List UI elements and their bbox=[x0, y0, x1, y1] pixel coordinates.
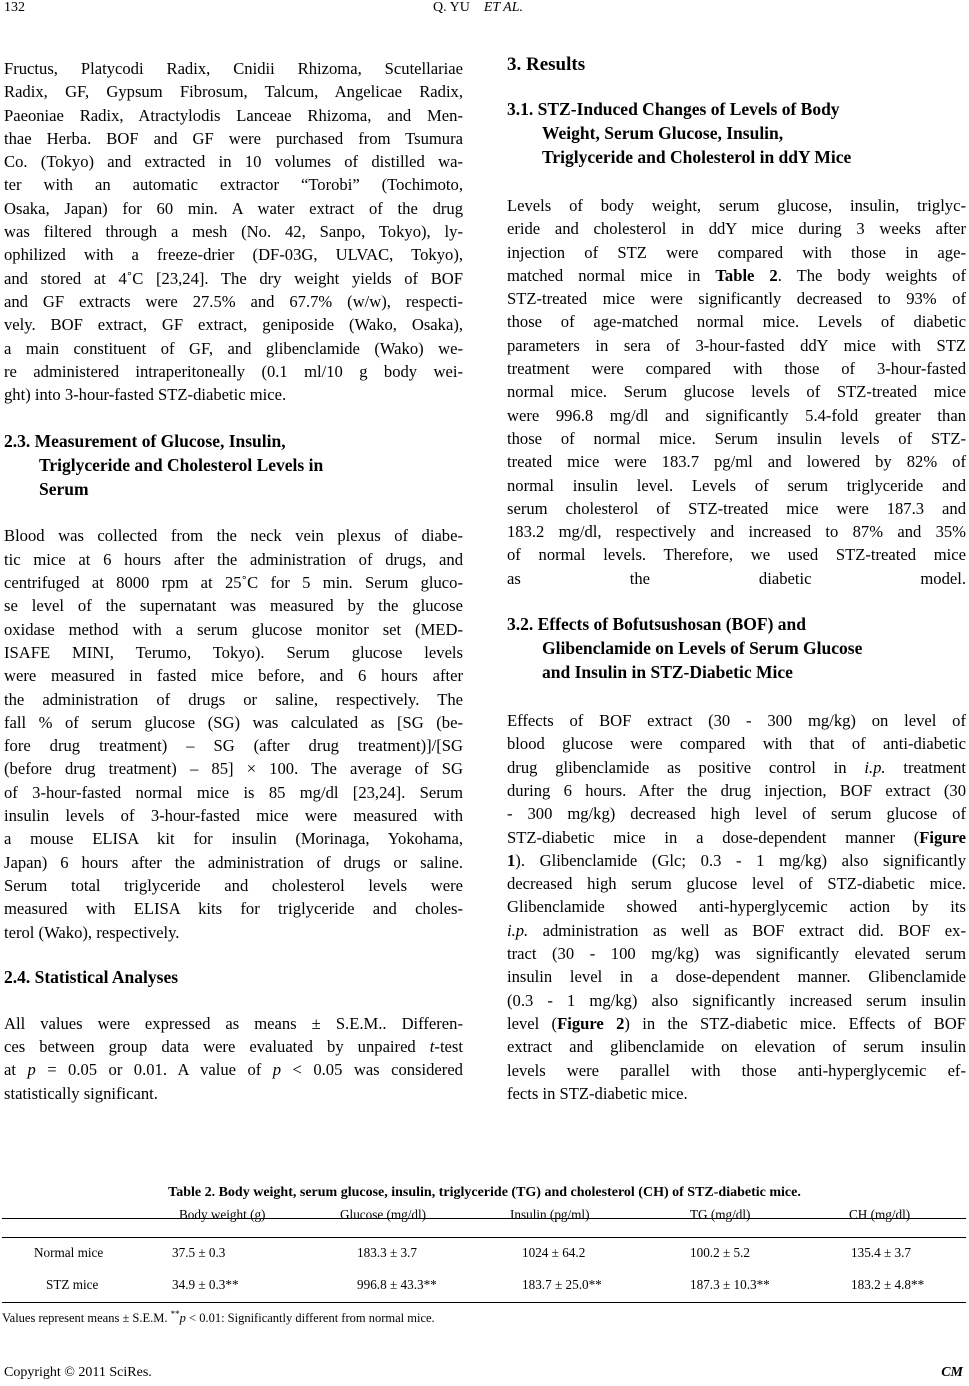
text-line: 1). Glibenclamide (Glc; 0.3 - 1 mg/kg) also significantly bbox=[507, 850, 966, 870]
text-line: treated mice were 183.7 pg/ml and lowered by 82% of bbox=[507, 452, 966, 472]
text-line: se level of the supernatant was measured by the glucose bbox=[4, 596, 463, 616]
text-line: blood glucose were compared with that of anti-diabetic bbox=[507, 734, 966, 754]
table-header-cell: Body weight (g) bbox=[179, 1207, 266, 1222]
table-cell: 187.3 ± 10.3** bbox=[690, 1277, 770, 1292]
text-line: measured with ELISA kits for triglyceride and choles- bbox=[4, 899, 463, 919]
text-line: ISAFE MINI, Terumo, Tokyo). Serum glucose levels bbox=[4, 642, 463, 662]
text-line: treatment were compared with those of 3-hour-fasted bbox=[507, 359, 966, 379]
text-line: STZ-diabetic mice in a dose-dependent manner (Figure bbox=[507, 827, 966, 847]
table-2-footnote: Values represent means ± S.E.M. **p < 0.01: Significantly different from normal mice. bbox=[2, 1309, 435, 1326]
running-title-etal: ET AL. bbox=[483, 0, 523, 15]
text-line: Japan) 6 hours after the administration of drugs or saline. bbox=[4, 852, 463, 872]
text-line: centrifuged at 8000 rpm at 25˚C for 5 min. Serum gluco- bbox=[4, 573, 463, 593]
text-line: statistically significant. bbox=[4, 1083, 158, 1103]
text-line: i.p. administration as well as BOF extract did. BOF ex- bbox=[507, 920, 966, 940]
text-line: Serum total triglyceride and cholesterol levels were bbox=[4, 875, 463, 895]
text-line: those of normal mice. Serum insulin levels of STZ- bbox=[507, 428, 966, 448]
table-cell: 34.9 ± 0.3** bbox=[172, 1277, 239, 1292]
table-header-row bbox=[2, 1203, 966, 1227]
table-cell: 135.4 ± 3.7 bbox=[851, 1245, 911, 1260]
text-line: Osaka, Japan) for 60 min. A water extract of the drug bbox=[4, 198, 463, 218]
running-title-authors: Q. YU bbox=[433, 0, 470, 15]
text-line: fall % of serum glucose (SG) was calculated as [SG (be- bbox=[4, 712, 463, 732]
text-line: injection of STZ were compared with those in age- bbox=[507, 242, 966, 262]
methods-paragraph-extracts bbox=[4, 57, 463, 406]
table-cell: 183.2 ± 4.8** bbox=[851, 1277, 925, 1292]
copyright-notice: Copyright © 2011 SciRes. bbox=[4, 1365, 152, 1380]
text-line: serum cholesterol of STZ-treated mice were 187.3 and bbox=[507, 498, 966, 518]
section-2-3-title bbox=[4, 429, 463, 501]
table-header-rule bbox=[2, 1237, 966, 1238]
section-2-4-title: 2.4. Statistical Analyses bbox=[4, 966, 179, 987]
section-3-1-title-line: Triglyceride and Cholesterol in ddY Mice bbox=[542, 147, 852, 167]
text-line: ophilized with a freeze-drier (DF-03G, ULVAC, Tokyo), bbox=[4, 245, 463, 265]
text-line: was filtered through a mesh (No. 42, Sanpo, Tokyo), ly- bbox=[4, 222, 463, 242]
text-line: ces between group data were evaluated by unpaired t-test bbox=[4, 1037, 463, 1057]
text-line: vely. BOF extract, GF extract, geniposide (Wako, Osaka), bbox=[4, 315, 463, 335]
text-line: the administration of drugs or saline, respectively. The bbox=[4, 689, 463, 709]
text-line: level (Figure 2) in the STZ-diabetic mice. Effects of BOF bbox=[507, 1013, 966, 1033]
text-line: Paeoniae Radix, Atractylodis Lanceae Rhizoma, and Men- bbox=[4, 105, 463, 125]
table-cell: 37.5 ± 0.3 bbox=[172, 1245, 226, 1260]
table-bottom-rule bbox=[2, 1302, 966, 1303]
text-line: All values were expressed as means ± S.E.M.. Differen- bbox=[4, 1013, 463, 1033]
table-cell: 183.7 ± 25.0** bbox=[522, 1277, 602, 1292]
text-line: tract (30 - 100 mg/kg) was significantly elevated serum bbox=[507, 944, 966, 964]
journal-abbreviation: CM bbox=[941, 1365, 963, 1380]
text-line: normal insulin level. Levels of serum triglyceride and bbox=[507, 475, 966, 495]
text-line: Levels of body weight, serum glucose, insulin, triglyc- bbox=[507, 196, 966, 215]
section-3-2-title-line: and Insulin in STZ-Diabetic Mice bbox=[542, 662, 793, 683]
text-line: Glibenclamide showed anti-hyperglycemic action by its bbox=[507, 897, 966, 917]
text-line: extract and glibenclamide on elevation of serum insulin bbox=[507, 1037, 966, 1057]
running-title bbox=[433, 0, 523, 16]
figure-2-reference: Figure 2 bbox=[557, 1013, 625, 1033]
text-line: a mouse ELISA kit for insulin (Morinaga, Yokohama, bbox=[4, 829, 463, 849]
text-line: oxidase method with a serum glucose monitor set (MED- bbox=[4, 619, 463, 639]
text-line: as the diabetic model. bbox=[507, 568, 966, 588]
text-line: of 3-hour-fasted normal mice is 85 mg/dl [23,24]. Serum bbox=[4, 782, 463, 802]
text-line: fects in STZ-diabetic mice. bbox=[507, 1083, 688, 1103]
section-2-3-title-line: Serum bbox=[39, 479, 89, 500]
table-header-cell: Insulin (pg/ml) bbox=[510, 1207, 590, 1222]
text-line: Blood was collected from the neck vein plexus of diabe- bbox=[4, 526, 463, 546]
figure-1-reference: Figure bbox=[919, 827, 966, 847]
methods-paragraph-statistics bbox=[4, 1012, 463, 1105]
table-cell: STZ mice bbox=[46, 1277, 99, 1292]
text-line: Co. (Tokyo) and extracted in 10 volumes of distilled wa- bbox=[4, 152, 463, 172]
text-line: Effects of BOF extract (30 - 300 mg/kg) on level of bbox=[507, 711, 966, 731]
table-2-reference: Table 2 bbox=[715, 265, 778, 285]
text-line: of normal levels. Therefore, we used STZ-treated mice bbox=[507, 545, 966, 565]
text-line: (before drug treatment) – 85] × 100. The average of SG bbox=[4, 759, 463, 779]
text-line: and GF extracts were 27.5% and 67.7% (w/w), respecti- bbox=[4, 291, 463, 311]
section-3-2-title bbox=[507, 612, 966, 684]
methods-paragraph-measurement bbox=[4, 524, 463, 943]
text-line: terol (Wako), respectively. bbox=[4, 922, 180, 942]
text-line: thae Herba. BOF and GF were purchased from Tsumura bbox=[4, 128, 463, 148]
section-3-1-title bbox=[507, 97, 966, 169]
text-line: - 300 mg/kg) decreased high level of serum glucose of bbox=[507, 804, 966, 824]
text-line: insulin level in a dose-dependent manner. Glibenclamide bbox=[507, 967, 966, 987]
text-line: (0.3 - 1 mg/kg) also significantly increased serum insulin bbox=[507, 990, 966, 1010]
table-header-cell: CH (mg/dl) bbox=[849, 1207, 911, 1222]
text-line: were measured in fasted mice before, and 6 hours after bbox=[4, 666, 463, 686]
results-paragraph-bof bbox=[507, 709, 966, 1105]
text-line: 183.2 mg/dl, respectively and increased to 87% and 35% bbox=[507, 522, 966, 542]
text-line: matched normal mice in Table 2. The body weights of bbox=[507, 265, 966, 285]
table-cell: 183.3 ± 3.7 bbox=[357, 1245, 417, 1260]
section-3-1-title-line: Weight, Serum Glucose, Insulin, bbox=[542, 123, 784, 143]
section-3-title: 3. Results bbox=[507, 54, 586, 75]
section-3-2-title-line: 3.2. Effects of Bofutsushosan (BOF) and bbox=[507, 614, 806, 635]
results-paragraph-stz bbox=[507, 194, 966, 590]
page-number: 132 bbox=[4, 0, 25, 15]
text-line: normal mice. Serum glucose levels of STZ-treated mice bbox=[507, 382, 966, 402]
text-line: a main constituent of GF, and glibenclamide (Wako) we- bbox=[4, 338, 463, 358]
text-line: decreased high serum glucose level of STZ-diabetic mice. bbox=[507, 874, 966, 894]
text-line: fore drug treatment) – SG (after drug treatment)]/[SG bbox=[4, 736, 463, 756]
text-line: STZ-treated mice were significantly decreased to 93% of bbox=[507, 289, 966, 309]
table-2-caption: Table 2. Body weight, serum glucose, insulin, triglyceride (TG) and cholesterol (CH) of STZ-diabetic mice. bbox=[168, 1185, 801, 1200]
table-header-cell: Glucose (mg/dl) bbox=[340, 1207, 427, 1222]
text-line: and stored at 4˚C [23,24]. The dry weight yields of BOF bbox=[4, 268, 463, 288]
text-line: parameters in sera of 3-hour-fasted ddY mice with STZ bbox=[507, 335, 966, 355]
text-line: Radix, GF, Gypsum Fibrosum, Talcum, Angelicae Radix, bbox=[4, 82, 463, 102]
text-line: tic mice at 6 hours after the administration of drugs, and bbox=[4, 549, 463, 569]
right-column bbox=[507, 54, 966, 1105]
text-line: re administered intraperitoneally (0.1 ml/10 g body wei- bbox=[4, 361, 463, 381]
text-line: levels were parallel with those anti-hyperglycemic ef- bbox=[507, 1060, 966, 1080]
table-cell: 996.8 ± 43.3** bbox=[357, 1277, 437, 1292]
table-cell: 100.2 ± 5.2 bbox=[690, 1245, 750, 1260]
text-line: ter with an automatic extractor “Torobi” (Tochimoto, bbox=[4, 175, 463, 195]
text-line: Fructus, Platycodi Radix, Cnidii Rhizoma, Scutellariae bbox=[4, 59, 463, 78]
table-cell: Normal mice bbox=[34, 1245, 104, 1260]
section-3-2-title-line: Glibenclamide on Levels of Serum Glucose bbox=[542, 638, 863, 659]
left-column bbox=[4, 57, 463, 1105]
text-line: at p = 0.05 or 0.01. A value of p < 0.05 was considered bbox=[4, 1060, 463, 1080]
text-line: those of age-matched normal mice. Levels of diabetic bbox=[507, 312, 966, 332]
text-line: eride and cholesterol in ddY mice during 3 weeks after bbox=[507, 219, 966, 239]
section-2-3-title-line: 2.3. Measurement of Glucose, Insulin, bbox=[4, 431, 286, 452]
text-line: during 6 hours. After the drug injection, BOF extract (30 bbox=[507, 780, 966, 800]
text-line: ght) into 3-hour-fasted STZ-diabetic mice. bbox=[4, 385, 287, 405]
text-line: insulin levels of 3-hour-fasted mice were measured with bbox=[4, 806, 463, 826]
table-cell: 1024 ± 64.2 bbox=[522, 1245, 586, 1260]
section-3-1-title-line: 3.1. STZ-Induced Changes of Levels of Body bbox=[507, 99, 840, 119]
section-2-3-title-line: Triglyceride and Cholesterol Levels in bbox=[39, 455, 324, 476]
text-line: drug glibenclamide as positive control in i.p. treatment bbox=[507, 757, 966, 777]
table-header-cell: TG (mg/dl) bbox=[690, 1207, 751, 1222]
text-line: were 996.8 mg/dl and significantly 5.4-fold greater than bbox=[507, 405, 966, 425]
